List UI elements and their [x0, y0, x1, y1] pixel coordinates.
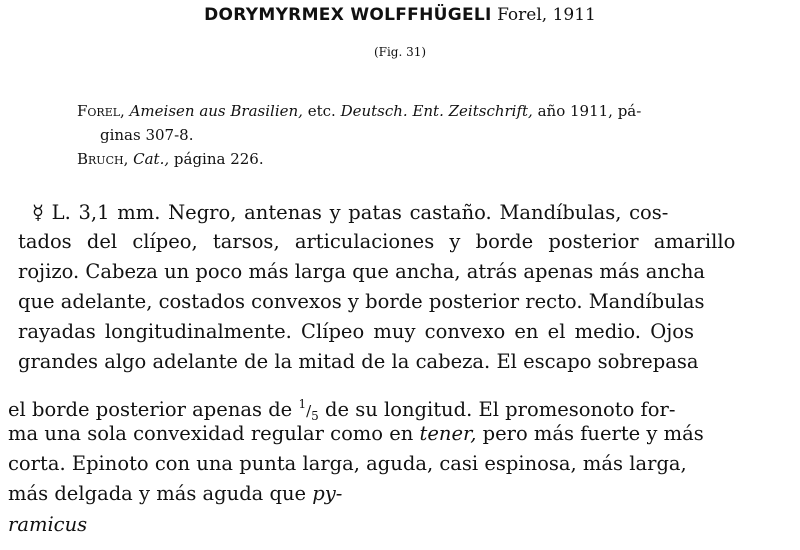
description-line: ☿ L. 3,1 mm. Negro, antenas y patas castaño. Mandíbulas, cos-: [32, 201, 669, 224]
description-line: [8, 482, 342, 506]
reference-continuation: ginas 307-8.: [100, 126, 194, 144]
taxon-name: py-: [312, 482, 343, 505]
reference-mid: etc.: [302, 102, 341, 120]
reference-item: [77, 99, 777, 123]
fraction-denominator: 5: [311, 409, 319, 423]
reference-rest: página 226.: [169, 150, 264, 168]
reference-journal: Deutsch. Ent. Zeitschrift,: [340, 102, 533, 120]
species-title: [0, 5, 800, 25]
figure-reference: (Fig. 31): [373, 45, 427, 59]
description-text: más delgada y más aguda que: [8, 482, 313, 505]
description-text: el borde posterior apenas de: [8, 398, 299, 421]
reference-author: Forel,: [77, 102, 125, 120]
description-line: corta. Epinoto con una punta larga, aguda, casi espinosa, más larga,: [8, 452, 687, 475]
description-text: ma una sola convexidad regular como en: [8, 422, 420, 445]
fraction-slash: /: [306, 402, 312, 420]
reference-title: Cat.,: [133, 150, 170, 168]
description-line: [8, 422, 704, 446]
description-text: de su longitud. El promesonoto for-: [318, 398, 676, 421]
reference-title: Ameisen aus Brasilien,: [129, 102, 303, 120]
species-authority: Forel, 1911: [497, 5, 596, 25]
description-line: rojizo. Cabeza un poco más larga que ancha, atrás apenas más ancha: [18, 260, 706, 283]
description-line: rayadas longitudinalmente. Clípeo muy convexo en el medio. Ojos: [18, 320, 694, 343]
fraction-numerator: 1: [298, 397, 307, 411]
description-line: que adelante, costados convexos y borde posterior recto. Mandíbulas: [18, 290, 705, 313]
description-text: pero más fuerte y más: [476, 422, 704, 445]
species-name: DORYMYRMEX WOLFFHÜGELI: [204, 5, 492, 25]
description-line: tados del clípeo, tarsos, articulaciones y borde posterior amarillo: [18, 230, 736, 253]
taxon-name: tener,: [419, 422, 477, 445]
description-line: grandes algo adelante de la mitad de la cabeza. El escapo sobrepasa: [18, 350, 699, 373]
taxon-name: ramicus: [8, 513, 88, 536]
reference-author: Bruch,: [77, 150, 129, 168]
description-line: [8, 513, 87, 537]
bibliography: [77, 99, 777, 171]
reference-item: [77, 147, 777, 171]
reference-rest: año 1911, pá-: [532, 102, 642, 120]
